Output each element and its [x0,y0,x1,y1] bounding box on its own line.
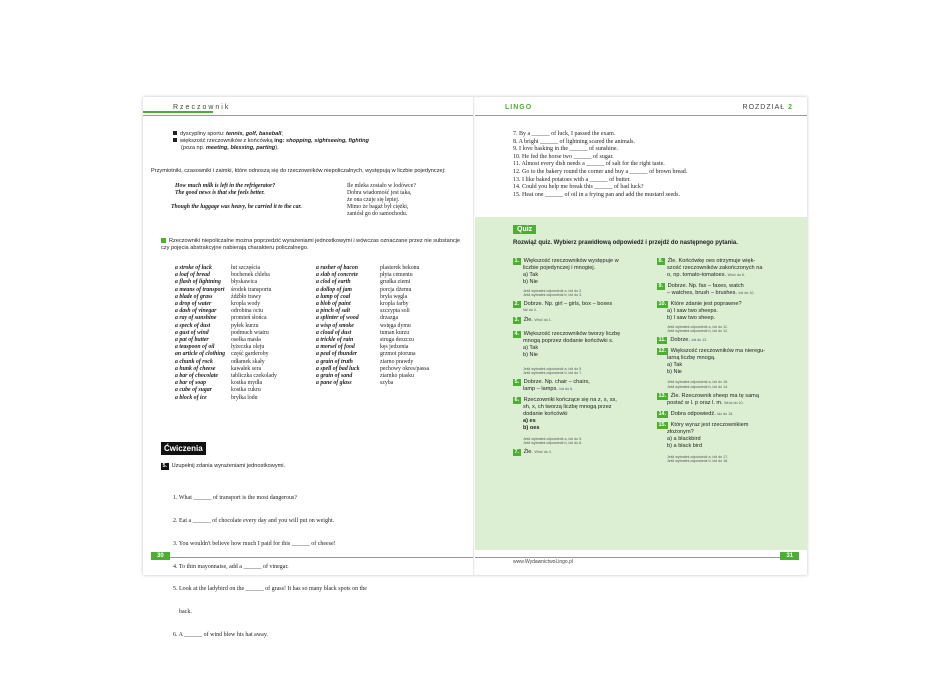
example-row: że ona czuje się lepiej. [347,197,400,203]
vocab-row: a spell of bad luck pechowy okres/passa [316,365,430,372]
exercises-heading: Ćwiczenia [161,442,206,455]
quiz-question-4: 4. Większość rzeczowników tworzy liczbę mnogą poprzez dodanie końcówki s. a) Tak b) Nie Jeśli wybrałeś odpowiedź a, idź do 5. Jeśli wybrałeś odpowiedź b, idź do 7. [514,330,621,375]
left-page [143,97,475,638]
page-number-left: 30 [151,552,170,560]
exercise-item: 1. What ______ of transport is the most dangerous? [173,495,298,502]
exercise-item: 14. Could you help me break this ______ of bad luck? [513,184,644,191]
quiz-question-15: 15. Który wyraz jest rzeczownikiem złożonym? a) a blackbird b) a black bird Jeśli wybrałeś odpowiedź a, idź do 17. Jeśli wybrałeś odpowiedź b, idź do 18. [658,421,749,464]
quiz-question-2: 2. Dobrze. Np. girl – girls, box – boxes Idź do 4. [514,301,613,313]
exercise-list-left [173,480,468,655]
vocab-row: a rasher of bacon plasterek bekonu [316,265,420,271]
quiz-question-5: 5. Dobrze. Np. chair – chairs, lamp – lamps. Idź do 6. [514,379,590,393]
exercise-item: 9. I love basking in the ______ of sunshine. [513,146,618,153]
chapter-label: ROZDZIAŁ 2 [742,104,793,111]
vocab-row: a clod of earth grudka ziemi [316,279,411,286]
vocab-row: a gust of wind podmuch wiatru [175,329,269,336]
vocab-row: a trickle of rain struga deszczu [316,337,414,344]
vocab-row: a grain of truth ziarno prawdy [316,358,414,365]
quiz-question-8: 8. Źle. Końcówkę oes otrzymuje więk- szość rzeczowników zakończonych na o, np. tomato-tomatoes. Wróć do 6. [658,258,763,278]
vocab-row: a stroke of luck łut szczęścia [175,265,261,271]
footer-rule [151,557,475,558]
exercise-item: 11. Almost every dish needs a ______ of salt for the right taste. [513,161,665,168]
vocab-row: a pane of glass szyba [316,380,394,387]
quiz-question-9: 9. Dobrze. Np. fax – faxes, watch – watches, brush – brushes. Idź do 10. [658,283,755,296]
vocab-row: a blade of grass źdźbło trawy [175,293,262,300]
task-5-instruction: 5. Uzupełnij zdania wyrażeniami jednostkowymi. [162,463,286,469]
vocab-row: a cube of sugar kostka cukru [175,387,261,394]
bullet-item: dyscypliny sportu: tennis, golf, baseball; [173,131,463,138]
quiz-question-11: 11. Dobrze. Idź do 13. [658,337,708,344]
exercise-list-right [513,131,803,199]
exercise-item: 6. A ______ of wind blew his hat away. [173,631,268,638]
vocab-row: a hunk of cheese kawałek sera [175,365,262,372]
exercise-item: 5. Look at the ladybird on the ______ of grass! It has so many black spots on the [173,586,367,593]
page-number-right: 31 [780,552,799,560]
vocab-row: a means of transport środek transportu [175,286,272,293]
quiz-question-12: 12. Większość rzeczowników ma nieregu- larną liczbę mnogą. a) Tak b) Nie Jeśli wybrałeś odpowiedź a, idź do 16. Jeśli wybrałeś odpowiedź b, idź do 14. [658,348,766,389]
vocab-row: a grain of sand ziarnko piasku [316,373,414,380]
quiz-column-2 [657,258,797,467]
exercise-item: 15. Heat one ______ of oil in a frying pan and add the mustard seeds. [513,191,680,198]
quiz-question-7: 7. Źle. Wróć do 4. [514,449,552,456]
example-row: zaniósł go do samochodu. [347,211,408,217]
vocab-row: a block of ice bryłka lodu [175,394,258,401]
quiz-instruction: Rozwiąż quiz. Wybierz prawidłową odpowiedź i przejdź do następnego pytania. [513,240,738,246]
vocab-row: a teaspoon of oil łyżeczka oleju [175,344,265,351]
vocab-row: an article of clothing część garderoby [175,351,269,358]
quiz-question-6: 6. Rzeczowniki kończące się na z, s, ss, sh, x, ch tworzą liczbę mnogą przez dodanie końcówki a) es b) oes Jeśli wybrałeś odpowiedź a, idź do 9. Jeśli wybrałeś odpowiedź b, idź do 8. [514,397,617,446]
vocab-row: a dash of vinegar odrobina octu [175,308,264,315]
header-rule [143,115,475,116]
example-row: How much milk is left in the refrigerator? Ile mleka zostało w lodówce? [175,183,416,189]
bullet-list [173,131,463,152]
paragraph-singular: Przymiotniki, czasowniki i zaimki, które odnoszą się do rzeczowników niepoliczalnych, występują w liczbie pojedynczej: [151,168,446,174]
quiz-label: Quiz [513,225,536,234]
quiz-question-3: 3. Źle. Wróć do 1. [514,316,552,323]
exercise-item: 3. You wouldn't believe how much I paid for this ______ of cheese! [173,540,336,547]
vocab-row: a wisp of smoke wstęga dymu [316,322,411,329]
vocab-row: a peal of thunder grzmot pioruna [316,351,416,358]
vocab-row: a slab of concrete płyta cementu [316,272,413,279]
vocab-row: a blob of paint kropla farby [316,301,409,308]
quiz-column-1 [513,258,648,460]
vocab-row: a splinter of wood drzazga [316,315,399,322]
vocab-row: a flash of lightning błyskawica [175,279,258,286]
header-rule [475,115,807,116]
vocab-row: a speck of dust pyłek kurzu [175,322,259,329]
vocab-row: a loaf of bread bochenek chleba [175,272,270,279]
vocab-row: a lump of coal bryła węgla [316,293,408,300]
examples-block [171,183,475,218]
quiz-question-10: 10. Które zdanie jest poprawne? a) I saw two sheeps. b) I saw two sheep. Jeśli wybrałeś odpowiedź a, idź do 11. Jeśli wybrałeś odpowiedź b, idź do 12. [658,301,742,334]
quiz-question-13: 13. Źle. Rzeczownik sheep ma tę samą postać w l. p oraz l. m. Wróć do 10. [658,392,759,406]
vocab-row: a chunk of rock odłamek skały [175,358,265,365]
vocab-row: a bar of chocolate tabliczka czekolady [175,373,277,380]
exercise-item: 13. I like baked potatoes with a ______ of butter. [513,176,631,183]
bullet-item: większość rzeczowników z końcówką ing: shopping, sightseeing, fighting [173,138,463,145]
example-row: The good news is that she feels better. Dobra wiadomość jest taka, [175,190,412,196]
exercise-item: 12. Go to the bakery round the corner and buy a ______ of brown bread. [513,168,688,175]
vocab-row: a drop of water kropla wody [175,301,261,308]
vocab-row: a ray of sunshine promień słońca [175,315,267,322]
vocab-row: a morsel of food kęs jedzenia [316,344,409,351]
bullet-item-cont: (poza np. meeting, blessing, parting). [181,145,279,151]
quiz-question-14: 14. Dobra odpowiedź. Idź do 15. [658,410,734,417]
brand-logo: LINGO [505,104,533,111]
right-page [475,97,807,575]
left-header-title: Rzeczownik [173,104,231,111]
book-spread [143,97,807,638]
exercise-item: 4. To thin mayonnaise, add a ______ of vinegar. [173,563,289,570]
vocab-column-right [316,265,429,387]
quiz-question-1: 1. Większość rzeczowników występuje w liczbie pojedynczej i mnogiej. a) Tak b) Nie Jeśli wybrałeś odpowiedź a, idź do 2. Jeśli wybrałeś odpowiedź b, idź do 3. [514,258,619,298]
vocab-row: a bar of soap kostka mydła [175,380,263,387]
vocab-row: a pinch of salt szczypta soli [316,308,410,315]
vocab-row: a pat of butter osełka masła [175,337,261,344]
header-accent [143,111,213,113]
example-row: Though the luggage was heavy, he carried it to the car. Mimo że bagaż był ciężki, [171,204,409,210]
exercise-item: 8. A bright ______ of lightning scared the animals. [513,138,635,145]
exercise-item: 7. By a ______ of luck, I passed the exam. [513,131,616,137]
vocab-row: a dollop of jam porcja dżemu [316,286,412,293]
footer-rule [475,557,799,558]
exercise-item: 10. He fed the horse two ______ of sugar. [513,153,614,160]
vocab-column-left [175,265,277,402]
exercise-item: back. [173,609,192,616]
vocab-row: a cloud of dust tuman kurzu [316,329,410,336]
paragraph-units: Rzeczowniki niepoliczalne można poprzedzić wyrażeniami jednostkowymi i wówczas oznaczane przez nie substancje czy pojęcia abstrakcyjne nabierają charakteru policzalnego. [161,238,461,251]
publisher-website[interactable]: www.WydawnictwoLingo.pl [513,559,573,565]
exercise-item: 2. Eat a ______ of chocolate every day and you will put on weight. [173,517,335,524]
